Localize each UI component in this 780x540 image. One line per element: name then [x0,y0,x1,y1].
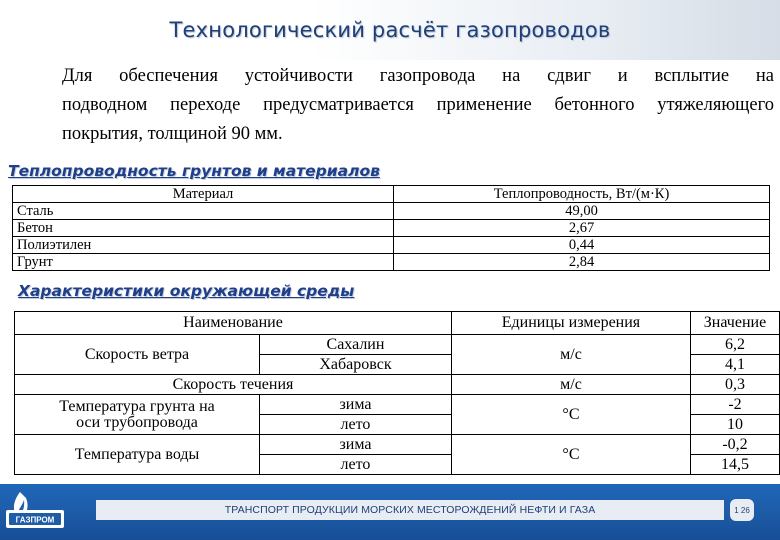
column-header: Наименование [15,312,452,335]
column-header: Теплопроводность, Вт/(м·К) [394,186,770,203]
sub-cell: зима [260,395,452,415]
unit-cell: м/с [451,335,690,375]
param-cell: Скорость ветра [15,335,260,375]
table-row [13,254,770,271]
environment-table [14,311,780,475]
value-cell: 6,2 [690,335,779,355]
value-cell: 0,44 [394,237,770,254]
value-cell: -0,2 [690,435,779,455]
param-cell: Скорость течения [15,375,452,395]
unit-cell: м/с [451,375,690,395]
value-cell: 2,67 [394,220,770,237]
page-number: 1 26 [730,499,754,521]
column-header: Материал [13,186,394,203]
param-line: Температура грунта на [59,397,215,415]
value-cell: 49,00 [394,203,770,220]
material-cell: Сталь [13,203,394,220]
param-line: оси трубопровода [76,413,198,431]
table-row [13,203,770,220]
table-header-row [15,312,780,335]
intro-line: Для обеспечения устойчивости газопровода на сдвиг и всплытие на [62,66,774,86]
table-row [15,375,780,395]
material-cell: Полиэтилен [13,237,394,254]
table-row [13,220,770,237]
value-cell: 14,5 [690,455,779,475]
value-cell: 10 [690,415,779,435]
section-heading-conductivity: Теплопроводность грунтов и материалов [8,162,380,180]
value-cell: 4,1 [690,355,779,375]
table-row [15,435,780,455]
gazprom-logo-icon [0,486,70,538]
page-title: Технологический расчёт газопроводов [169,18,611,42]
sub-cell: зима [260,435,452,455]
section-heading-environment: Характеристики окружающей среды [18,282,355,300]
value-cell: 2,84 [394,254,770,271]
table-row [15,335,780,355]
value-cell: -2 [690,395,779,415]
conductivity-table [12,185,770,271]
logo-text: ГАЗПРОМ [15,515,55,525]
table-row [15,395,780,415]
material-cell: Грунт [13,254,394,271]
table-header-row [13,186,770,203]
unit-cell: °С [451,395,690,435]
intro-line: покрытия, толщиной 90 мм. [62,124,283,144]
sub-cell: Хабаровск [260,355,452,375]
param-cell: Температура воды [15,435,260,475]
sub-cell: лето [260,455,452,475]
param-cell [15,395,260,435]
material-cell: Бетон [13,220,394,237]
footer-title: ТРАНСПОРТ ПРОДУКЦИИ МОРСКИХ МЕСТОРОЖДЕНИЙ НЕФТИ И ГАЗА [96,500,724,520]
intro-paragraph [62,62,774,149]
column-header: Единицы измерения [451,312,690,335]
sub-cell: Сахалин [260,335,452,355]
sub-cell: лето [260,415,452,435]
table-row [13,237,770,254]
footer-bar [0,484,780,540]
value-cell: 0,3 [690,375,779,395]
column-header: Значение [690,312,779,335]
unit-cell: °С [451,435,690,475]
intro-line: подводном переходе предусматривается применение бетонного утяжеляющего [62,95,774,115]
